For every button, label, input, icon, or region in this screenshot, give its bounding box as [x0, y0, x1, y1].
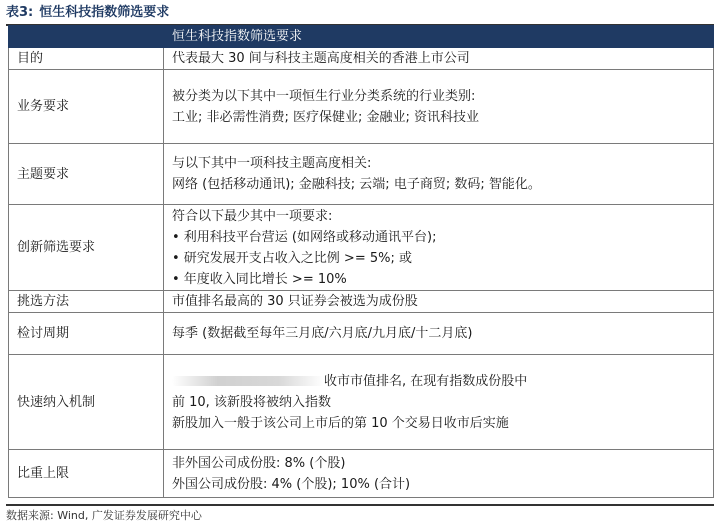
table-row: [9, 313, 714, 355]
row-key: 业务要求: [9, 70, 164, 144]
row-value: [164, 355, 714, 450]
row-key: 主题要求: [9, 144, 164, 205]
table-row: [9, 450, 714, 498]
value-line: 与以下其中一项科技主题高度相关:: [172, 156, 372, 171]
value-line: 外国公司成份股: 4% (个股); 10% (合计): [172, 476, 411, 492]
value-line: • 年度收入同比增长 >= 10%: [172, 271, 347, 287]
table-row: [9, 70, 714, 144]
value-line: 符合以下最少其中一项要求:: [172, 208, 333, 224]
value-line: 收市市值排名, 在现有指数成份股中: [324, 373, 528, 389]
row-value: [164, 48, 714, 70]
row-key: 快速纳入机制: [9, 355, 164, 450]
source-note: 数据来源: Wind, 广发证券发展研究中心: [6, 504, 714, 522]
criteria-table: [8, 25, 714, 498]
row-key: 挑选方法: [9, 291, 164, 313]
value-line: 被分类为以下其中一项恒生行业分类系统的行业类别:: [172, 88, 476, 104]
row-value: [164, 144, 714, 205]
value-line: • 研究发展开支占收入之比例 >= 5%; 或: [172, 250, 412, 266]
row-value: [164, 205, 714, 291]
header-title: 恒生科技指数筛选要求: [164, 26, 714, 48]
row-value: [164, 450, 714, 498]
value-line: 前 10, 该新股将被纳入指数: [172, 394, 331, 410]
table-row: [9, 291, 714, 313]
row-key: 检讨周期: [9, 313, 164, 355]
caption-label: 表3:: [6, 5, 34, 20]
value-line: • 利用科技平台营运 (如网络或移动通讯平台);: [172, 229, 437, 245]
table-row: [9, 205, 714, 291]
row-value: [164, 313, 714, 355]
row-key: 目的: [9, 48, 164, 70]
header-blank-cell: [9, 26, 164, 48]
row-value: [164, 291, 714, 313]
table-header-row: [9, 26, 714, 48]
redacted-text-blur: [172, 376, 324, 386]
table-caption: [6, 4, 714, 26]
value-line: 非外国公司成份股: 8% (个股): [172, 455, 346, 471]
row-value: [164, 70, 714, 144]
table-row: [9, 48, 714, 70]
table-row: [9, 144, 714, 205]
value-line: 工业; 非必需性消费; 医疗保健业; 金融业; 资讯科技业: [172, 109, 480, 125]
value-line: 市值排名最高的 30 只证券会被选为成份股: [172, 294, 418, 309]
value-line: 网络 (包括移动通讯); 金融科技; 云端; 电子商贸; 数码; 智能化。: [172, 177, 541, 192]
row-key: 创新筛选要求: [9, 205, 164, 291]
table-row: [9, 355, 714, 450]
value-line: 每季 (数据截至每年三月底/六月底/九月底/十二月底): [172, 326, 473, 341]
row-key: 比重上限: [9, 450, 164, 498]
value-line: 代表最大 30 间与科技主题高度相关的香港上市公司: [172, 51, 470, 66]
caption-title: 恒生科技指数筛选要求: [39, 5, 170, 20]
value-line: 新股加入一般于该公司上市后的第 10 个交易日收市后实施: [172, 415, 509, 431]
